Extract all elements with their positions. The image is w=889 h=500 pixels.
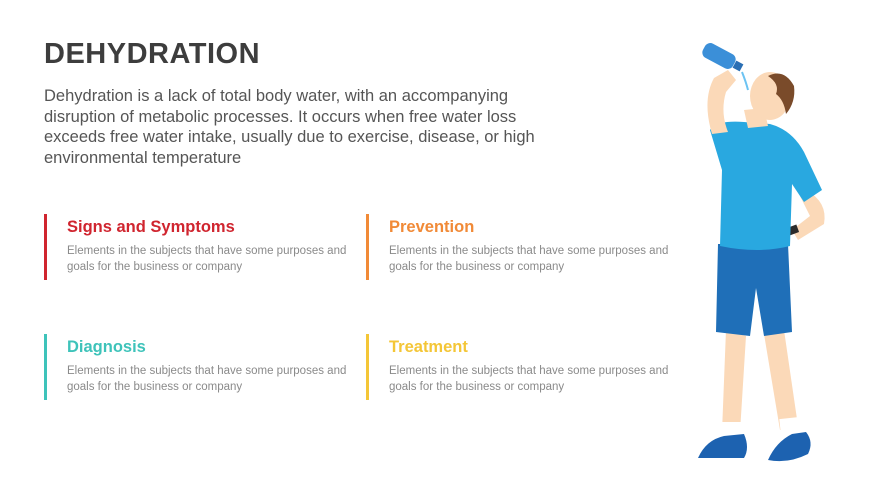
section-accent-bar bbox=[44, 214, 47, 280]
section-diagnosis bbox=[44, 334, 347, 400]
slide-description: Dehydration is a lack of total body water, with an accompanying disruption of metabolic processes. It occurs when free water loss exceeds free water intake, usually due to exercise, disease, or high environmental temperature bbox=[44, 87, 535, 167]
section-heading: Signs and Symptoms bbox=[67, 218, 235, 236]
section-signs-and-symptoms bbox=[44, 214, 347, 280]
section-accent-bar bbox=[366, 214, 369, 280]
man-drinking-water-icon bbox=[688, 40, 838, 480]
section-heading: Prevention bbox=[389, 218, 475, 236]
section-prevention bbox=[366, 214, 669, 280]
section-accent-bar bbox=[366, 334, 369, 400]
section-accent-bar bbox=[44, 334, 47, 400]
section-heading: Treatment bbox=[389, 338, 468, 356]
section-body: Elements in the subjects that have some purposes and goals for the business or company bbox=[67, 245, 347, 273]
section-body: Elements in the subjects that have some purposes and goals for the business or company bbox=[389, 365, 669, 393]
section-heading: Diagnosis bbox=[67, 338, 146, 356]
section-treatment bbox=[366, 334, 669, 400]
section-body: Elements in the subjects that have some purposes and goals for the business or company bbox=[67, 365, 347, 393]
section-body: Elements in the subjects that have some purposes and goals for the business or company bbox=[389, 245, 669, 273]
slide-title: DEHYDRATION bbox=[44, 38, 261, 70]
